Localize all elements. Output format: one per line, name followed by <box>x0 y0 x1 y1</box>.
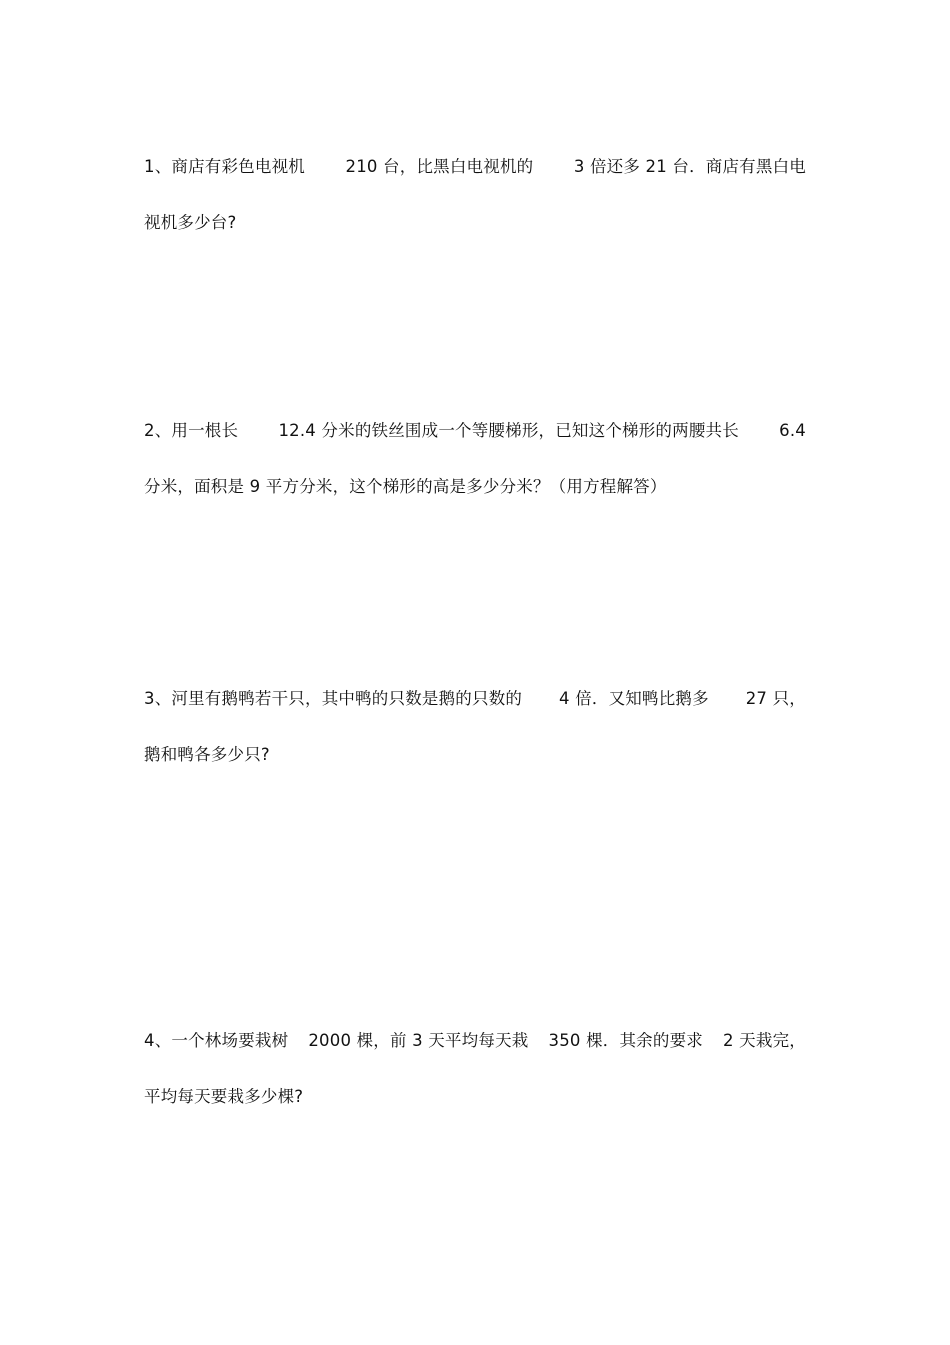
problem-2-line-2: 分米，面积是 9 平方分米，这个梯形的高是多少分米？（用方程解答） <box>144 477 667 496</box>
problem-1-text: 3 倍还多 21 台．商店有黑白电 <box>573 157 806 176</box>
problem-3-text: 4 倍．又知鸭比鹅多 <box>559 689 709 708</box>
problem-4-line-1 <box>144 1031 806 1051</box>
problem-3-line-1 <box>144 689 806 709</box>
problem-4-text: 350 棵．其余的要求 <box>548 1031 703 1050</box>
problem-4-text: 2000 棵，前 3 天平均每天栽 <box>308 1031 529 1050</box>
problem-1-line-1 <box>144 157 806 177</box>
problem-1-text: 1、商店有彩色电视机 <box>144 157 305 176</box>
problem-2-text: 6.4 <box>779 421 806 440</box>
problem-2-text: 2、用一根长 <box>144 421 239 440</box>
problem-4-line-2: 平均每天要栽多少棵? <box>144 1087 304 1106</box>
problem-2-text: 12.4 分米的铁丝围成一个等腰梯形，已知这个梯形的两腰共长 <box>278 421 739 440</box>
problem-1-text: 210 台，比黑白电视机的 <box>345 157 534 176</box>
problem-1-line-2: 视机多少台? <box>144 213 237 232</box>
problem-4-text: 4、一个林场要栽树 <box>144 1031 289 1050</box>
problem-3-text: 27 只， <box>745 689 806 708</box>
problem-4-text: 2 天栽完， <box>723 1031 806 1050</box>
problem-2-line-1 <box>144 421 806 441</box>
problem-3-text: 3、河里有鹅鸭若干只，其中鸭的只数是鹅的只数的 <box>144 689 523 708</box>
problem-3-line-2: 鹅和鸭各多少只? <box>144 745 270 764</box>
